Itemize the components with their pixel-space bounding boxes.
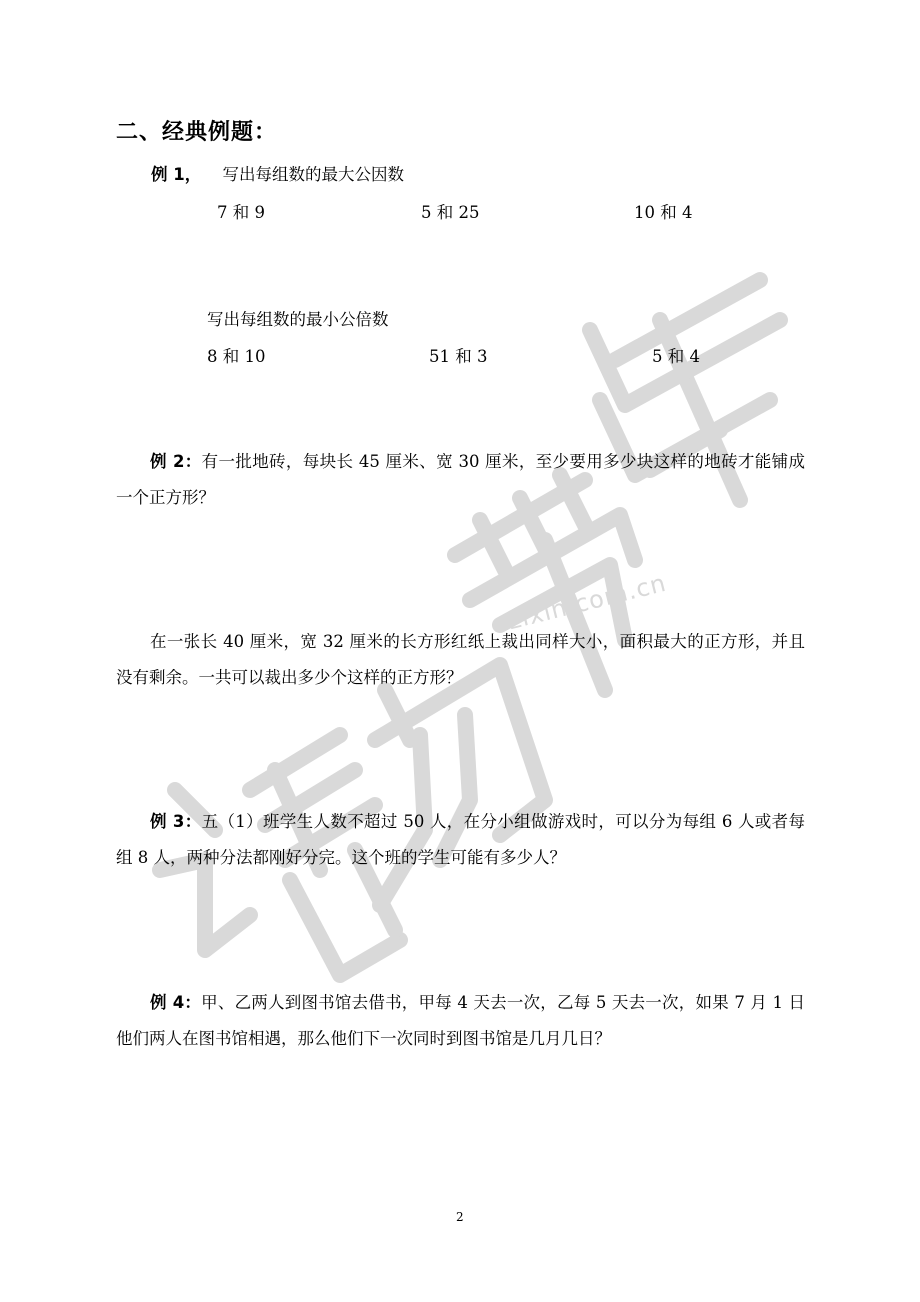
example-4-text: 甲、乙两人到图书馆去借书，甲每 4 天去一次，乙每 5 天去一次，如果 7 月 1 日他们两人在图书馆相遇，那么他们下一次同时到图书馆是几月几日？: [116, 993, 806, 1048]
lcm-pair: 8 和 10: [207, 347, 266, 366]
example-3-paragraph: [116, 804, 805, 876]
example-1-lcm-prompt: 写出每组数的最小公倍数: [207, 310, 389, 329]
example-1-gcd-prompt: 写出每组数的最大公因数: [222, 165, 404, 184]
example-4-paragraph: [116, 985, 805, 1057]
example-2-paragraph: [116, 444, 805, 516]
example-3-text: 五（1）班学生人数不超过 50 人，在分小组做游戏时，可以分为每组 6 人或者每组 8 人，两种分法都刚好分完。这个班的学生可能有多少人？: [116, 812, 805, 867]
gcd-pair: 7 和 9: [217, 203, 265, 222]
example-2-label: 例 2：: [150, 452, 202, 471]
example-4-label: 例 4：: [150, 993, 202, 1012]
lcm-pair: 5 和 4: [652, 347, 700, 366]
page-number: 2: [456, 1210, 464, 1224]
example-1-heading: [151, 161, 404, 185]
gcd-pair: 5 和 25: [421, 203, 480, 222]
watermark-url: zixin.com.cn: [505, 568, 670, 636]
lcm-pair: 51 和 3: [429, 347, 488, 366]
example-2-followup: 在一张长 40 厘米，宽 32 厘米的长方形红纸上裁出同样大小，面积最大的正方形，并且没有剩余。一共可以裁出多少个这样的正方形？: [116, 632, 805, 687]
gcd-pair: 10 和 4: [634, 203, 693, 222]
example-1-label: 例 1，: [151, 165, 202, 184]
example-3-label: 例 3：: [150, 812, 202, 831]
section-title: 二、经典例题：: [116, 120, 278, 145]
example-2-text: 有一批地砖，每块长 45 厘米、宽 30 厘米，至少要用多少块这样的地砖才能铺成一个正方形？: [116, 452, 805, 507]
